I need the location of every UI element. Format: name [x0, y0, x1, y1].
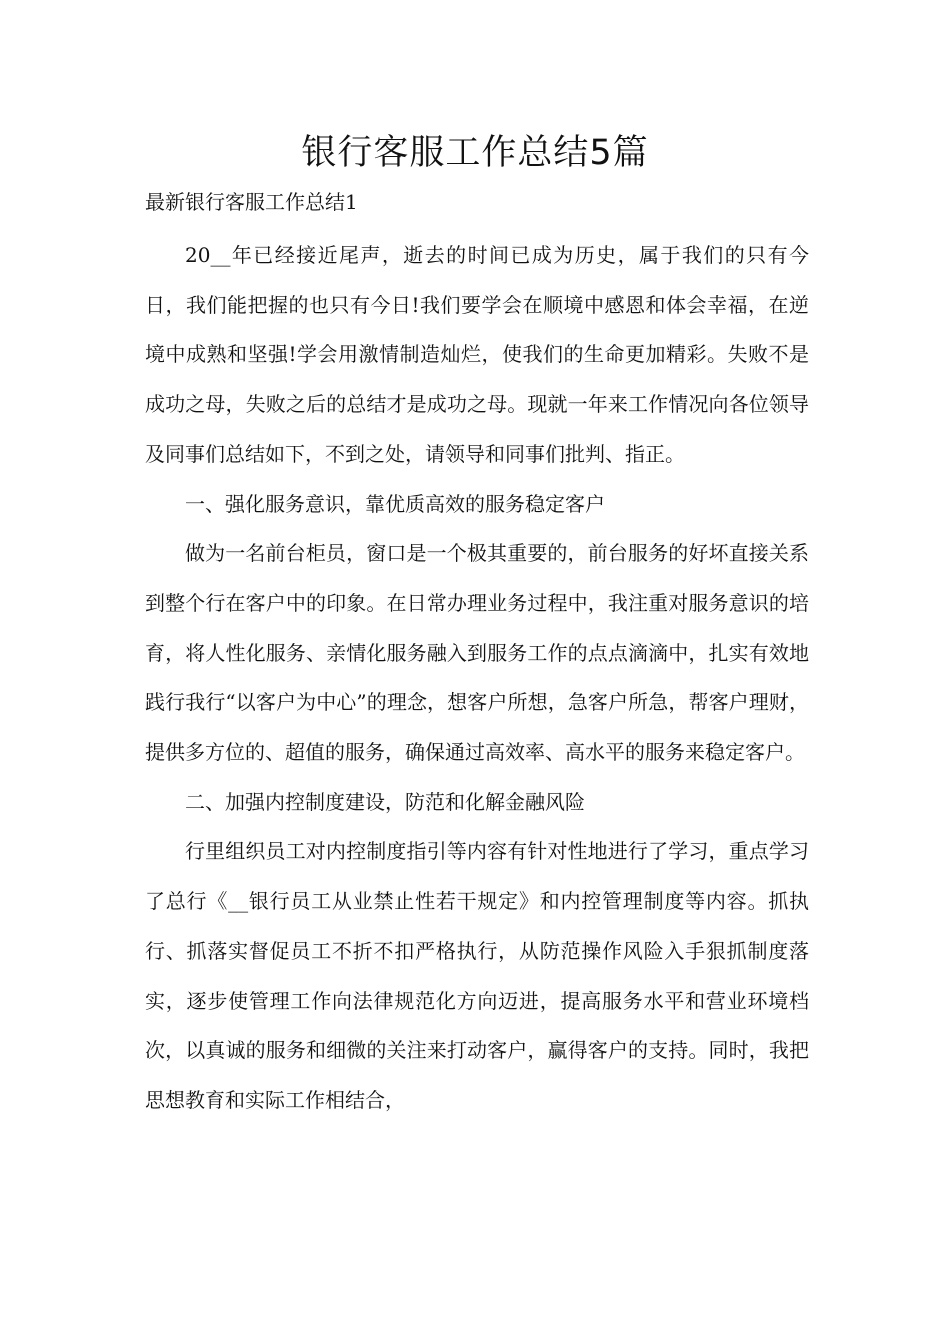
section-heading-1: 一、强化服务意识，靠优质高效的服务稳定客户 [185, 491, 605, 516]
spacer [145, 221, 809, 231]
paragraph-service: 做为一名前台柜员，窗口是一个极其重要的，前台服务的好坏直接关系到整个行在客户中的印象。在日常办理业务过程中，我注重对服务意识的培育，将人性化服务、亲情化服务融入到服务工作的点点滴滴中，扎实有效地践行我行“以客户为中心”的理念，想客户所想，急客户所急，帮客户理财，提供多方位的、超值的服务，确保通过高效率、高水平的服务来稳定客户。 [145, 541, 809, 765]
section-heading-2: 二、加强内控制度建设，防范和化解金融风险 [185, 789, 585, 814]
document-body [145, 183, 809, 1126]
section-subtitle: 最新银行客服工作总结1 [145, 190, 358, 214]
paragraph-intro: 20__年已经接近尾声，逝去的时间已成为历史，属于我们的只有今日，我们能把握的也只有今日!我们要学会在顺境中感恩和体会幸福，在逆境中成熟和坚强!学会用激情制造灿烂，使我们的生命更加精彩。失败不是成功之母，失败之后的总结才是成功之母。现就一年来工作情况向各位领导及同事们总结如下，不到之处，请领导和同事们批判、指正。 [145, 243, 809, 466]
document-title: 银行客服工作总结5篇 [301, 133, 649, 173]
paragraph-internal-control: 行里组织员工对内控制度指引等内容有针对性地进行了学习，重点学习了总行《__银行员工从业禁止性若干规定》和内控管理制度等内容。抓执行、抓落实督促员工不折不扣严格执行，从防范操作风险入手狠抓制度落实，逐步使管理工作向法律规范化方向迈进，提高服务水平和营业环境档次，以真诚的服务和细微的关注来打动客户，赢得客户的支持。同时，我把思想教育和实际工作相结合， [145, 839, 809, 1112]
